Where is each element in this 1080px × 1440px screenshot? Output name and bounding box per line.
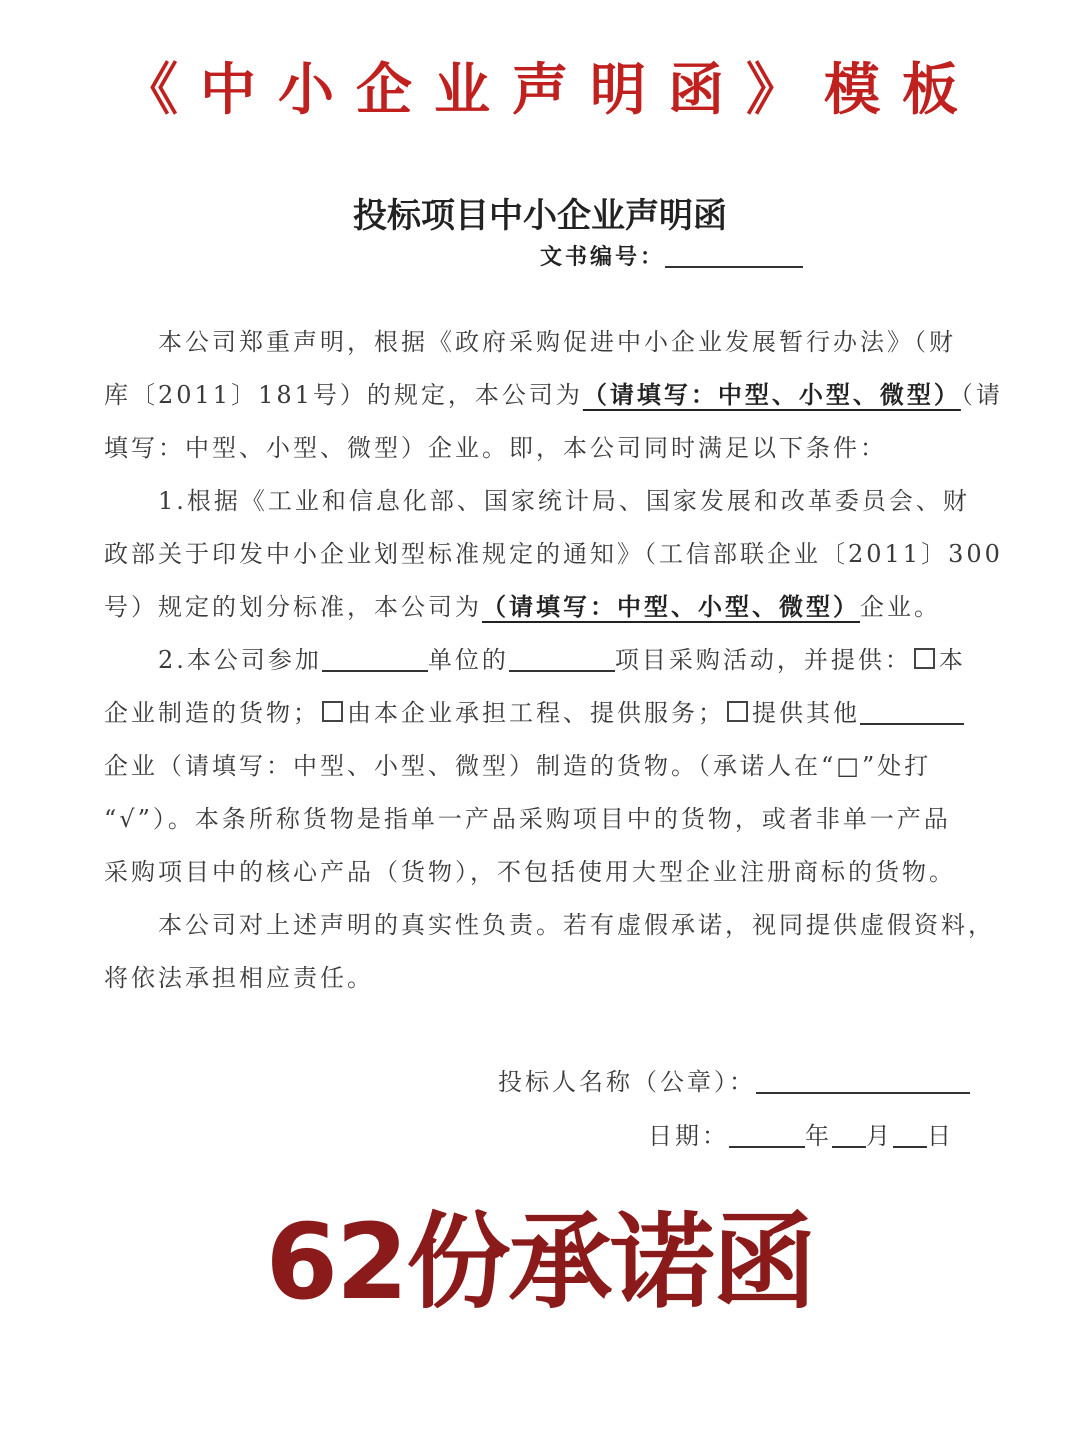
paragraph-1-line-2: [104, 375, 1003, 410]
day-blank: [893, 1146, 927, 1148]
condition-2-text-a: 2.本公司参加: [158, 646, 322, 674]
checkbox-own-goods[interactable]: [914, 648, 935, 669]
condition-1-text-end: 企业。: [860, 593, 941, 621]
paragraph-1-line-1: 本公司郑重声明，根据《政府采购促进中小企业发展暂行办法》（财: [158, 328, 956, 356]
paragraph-3-line-2: 将依法承担相应责任。: [104, 964, 374, 992]
condition-2-line-1: [158, 640, 966, 675]
condition-1-line-3: [104, 587, 941, 622]
date-label: 日期：: [648, 1122, 729, 1150]
condition-2-text-d: 本: [938, 646, 966, 674]
paragraph-3-line-1: 本公司对上述声明的真实性负责。若有虚假承诺，视同提供虚假资料，: [158, 911, 995, 939]
condition-2-line-2: [104, 693, 964, 728]
condition-1-line-1: 1.根据《工业和信息化部、国家统计局、国家发展和改革委员会、财: [158, 487, 970, 515]
year-blank: [729, 1146, 805, 1148]
condition-2-line-5: 采购项目中的核心产品（货物），不包括使用大型企业注册商标的货物。: [104, 858, 956, 886]
checkbox-services[interactable]: [322, 701, 343, 722]
condition-2-text-g: 提供其他: [752, 699, 860, 727]
date-line: [648, 1116, 954, 1151]
paragraph-1-line-3: 填写：中型、小型、微型）企业。即，本公司同时满足以下条件：: [104, 434, 887, 462]
document-title: 投标项目中小企业声明函: [353, 196, 727, 236]
document-number-label: 文书编号：: [540, 244, 666, 270]
bidder-name-label: 投标人名称（公章）：: [498, 1068, 756, 1096]
day-label: 日: [927, 1122, 954, 1150]
condition-2-text-f: 由本企业承担工程、提供服务；: [347, 699, 725, 727]
project-name-blank: [509, 670, 615, 672]
condition-2-text-e: 企业制造的货物；: [104, 699, 320, 727]
promo-caption: 62份承诺函: [265, 1201, 815, 1323]
document-number: [540, 240, 803, 271]
condition-2-line-4: “√”）。本条所称货物是指单一产品采购项目中的货物，或者非单一产品: [104, 805, 951, 833]
other-company-blank: [860, 723, 964, 725]
document-number-blank: [665, 266, 803, 268]
bidder-name-blank: [756, 1092, 970, 1094]
year-label: 年: [805, 1122, 832, 1150]
bidder-signature-line: [498, 1062, 970, 1097]
condition-2-text-b: 单位的: [427, 646, 509, 674]
condition-2-line-3: 企业（请填写：中型、小型、微型）制造的货物。（承诺人在“□”处打: [104, 752, 932, 780]
unit-name-blank: [322, 670, 428, 672]
company-size-fill-2: （请填写：中型、小型、微型）: [482, 592, 860, 621]
paragraph-1-text-end: （请: [960, 381, 1003, 409]
condition-2-text-c: 项目采购活动，并提供：: [614, 646, 912, 674]
company-size-fill-1: （请填写：中型、小型、微型）: [582, 380, 961, 409]
month-label: 月: [866, 1122, 893, 1150]
paragraph-1-text: 库〔2011〕181号）的规定，本公司为: [104, 381, 583, 409]
condition-1-line-2: 政部关于印发中小企业划型标准规定的通知》（工信部联企业〔2011〕300: [104, 540, 1003, 568]
banner-title: 《中小企业声明函》模板: [122, 57, 980, 123]
checkbox-other-goods[interactable]: [727, 701, 748, 722]
condition-1-text: 号）规定的划分标准，本公司为: [104, 593, 482, 621]
month-blank: [832, 1146, 866, 1148]
